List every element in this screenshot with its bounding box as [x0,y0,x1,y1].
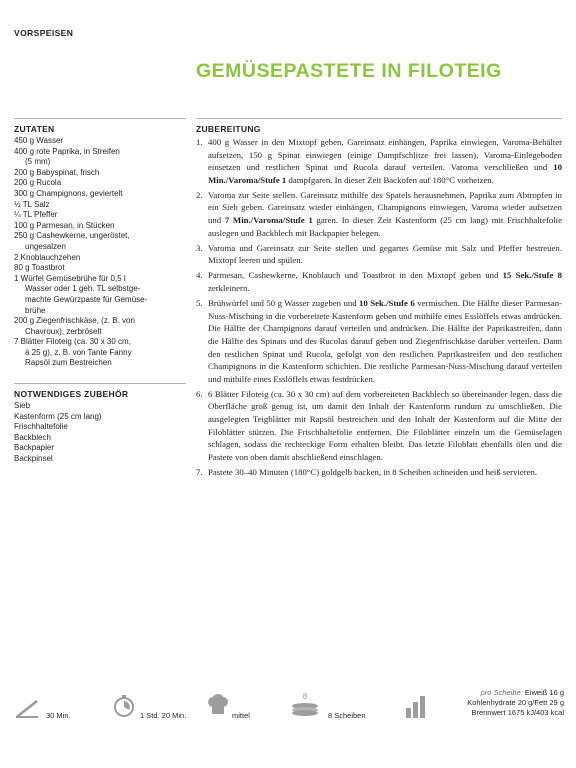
step-text-part: 400 g Wasser in den Mixtopf geben, Gareinsatz einhängen, Paprika einwiegen, Varoma-Behälter aufsetzen, 150 g Spinat einwiegen (einige Dampfschlitze frei lassen), Varoma-Einlegeboden einsetzen und restlichen Spinat und Rucola darauf verteilen. Varoma verschließen und [208,137,562,173]
ingredient-line: 450 g Wasser [14,136,64,145]
step-setting: 15 Sek./Stufe 8 [502,270,562,281]
nutrition-info [414,688,564,718]
equipment-item: Backblech [14,432,51,442]
difficulty: mittel [232,711,250,720]
step-number: 1. [196,137,203,147]
ingredient-line: Chavroux), zerbröselt [25,326,102,336]
equipment-item: Kastenform (25 cm lang) [14,411,102,421]
step-setting: 7 Min./Varoma/Stufe 1 [224,215,313,226]
left-column [14,118,186,465]
step-text [208,466,562,479]
preparation-step [196,388,562,464]
step-text [208,297,562,385]
step-text-part: 6 Blätter Filoteig (ca. 30 x 30 cm) auf dem vorbereiteten Backblech so übereinander legen, dass die Oberfläche groß genug ist, um damit den Inhalt der Kastenform rundum zu umschließen. Die ausgelegten Teigblätter mit Rapsöl bestreichen und den Inhalt der Kastenform auf die Mitte der Filoblätter stürzen. Die Frischhaltefolie entfernen. Die Filoblätter einzeln um die Gemüselagen schlagen, sodass die rechteckige Form erhalten bleibt. Das letzte Filoblatt ebenfalls ölen und die Pastete von oben damit abschließend einschlagen. [208,388,562,462]
ingredient-line: 1 Würfel Gemüsebrühe für 0,5 l [14,273,126,283]
step-text [208,189,562,239]
equipment-item: Backpinsel [14,454,53,464]
servings-number: 8 [302,692,308,701]
step-setting: 10 Min./Varoma/Stufe 1 [208,162,562,185]
equipment-list [14,401,186,465]
preparation-step [196,269,562,294]
preparation-rule [196,118,562,119]
ingredient-line: ungesalzen [25,241,66,251]
ingredient-line: 80 g Toastbrot [14,263,65,273]
ingredient-line: ½ TL Salz [14,199,50,209]
ingredients-heading: ZUTATEN [14,124,55,134]
ingredient-line: Wasser oder 1 geh. TL selbstge- [25,284,141,294]
step-text-part: vermischen. Die Hälfte dieser Parmesan-Nuss-Mischung in die vorbereitete Kastenform geben und mithilfe eines Esslöffels etwas andrücken. Die Hälfte der Champignons darauf verteilen und andrücken. Die Hälfte der Paprikastreifen, dann die Hälfte des Spinats und des Rucolas darauf geben und Ziegenfrischkäse darüber verteilen. Dann den restlichen Spinat und Rucola, gefolgt von den restlichen Paprikastreifen und den restlichen Champignons in die Kastenform schichten. Die restliche Parmesan-Nuss-Mischung darauf verteilen und mithilfe eines Esslöffels etwas festdrücken. [208,298,562,384]
ingredient-line: (5 mm) [25,157,51,167]
prep-time: 30 Min. [46,711,71,720]
step-text-part: garen. In dieser Zeit Kastenform (25 cm lang) mit Frischhaltefolie auslegen und Backblech mit Backpapier belegen. [208,215,562,238]
step-number: 7. [196,466,203,477]
ingredient-line: ¼ TL Pfeffer [14,210,58,220]
preparation-step [196,297,562,385]
step-text-part: Pastete 30–40 Minuten (180°C) goldgelb backen, in 8 Scheiben schneiden und heiß servieren. [208,466,538,477]
step-number: 5. [196,298,203,309]
recipe-title: GEMÜSEPASTETE IN FILOTEIG [196,60,502,82]
ingredient-line: machte Gewürzpaste für Gemüse- [25,294,148,304]
step-number: 6. [196,388,203,399]
ingredient-line: 2 Knoblauchzehen [14,252,81,262]
equipment-item: Sieb [14,401,31,411]
preparation-heading: ZUBEREITUNG [196,124,261,134]
ingredient-line: 7 Blätter Filoteig (ca. 30 x 30 cm, [14,337,131,347]
ingredient-line: brühe [25,305,46,315]
nutrition-per: pro Scheibe: [480,688,523,697]
ingredients-rule [14,118,186,119]
step-number: 4. [196,270,203,281]
total-time: 1 Std. 20 Min. [140,711,187,720]
chef-hat-icon [206,694,230,716]
step-setting: 10 Sek./Stufe 6 [359,298,415,309]
recipe-footer [0,688,576,728]
equipment-heading: NOTWENDIGES ZUBEHÖR [14,389,129,400]
ingredient-line: 250 g Cashewkerne, ungeröstet, [14,231,130,241]
step-text-part: Parmesan, Cashewkerne, Knoblauch und Toastbrot in den Mixtopf geben und [208,270,503,281]
step-number: 3. [196,242,203,253]
ingredient-line: 200 g Rucola [14,178,62,188]
stopwatch-icon [112,694,136,718]
ingredient-line: 100 g Parmesan, in Stücken [14,220,115,230]
preparation-step [196,466,562,479]
servings: 8 Scheiben [328,711,366,720]
step-text [208,388,562,464]
nutrition-protein: Eiweiß 16 g [524,688,564,697]
preparation-step [196,136,562,186]
ingredient-line: 200 g Babyspinat, frisch [14,167,100,177]
ingredient-line: 400 g rote Paprika, in Streifen [14,146,120,156]
step-text-part: Varoma und Gareinsatz zur Seite stellen und gegartes Gemüse mit Salz und Pfeffer bestreuen. Mixtopf leeren und spülen. [208,242,562,266]
preparation-step [196,242,562,267]
equipment-rule [14,383,186,384]
ingredient-line: Rapsöl zum Bestreichen [25,358,112,368]
step-text [208,136,562,186]
equipment-item: Frischhaltefolie [14,422,68,432]
equipment-block [14,383,186,465]
step-text [208,242,562,267]
step-text-part: dampfgaren. In dieser Zeit Backofen auf 180°C vorheizen. [286,174,494,185]
nutrition-energy: Brennwert 1675 kJ/403 kcal [471,708,564,717]
right-column [196,118,562,481]
equipment-item: Backpapier [14,443,55,453]
servings-icon [290,702,320,716]
ingredients-list [14,136,186,369]
section-label: VORSPEISEN [14,28,74,38]
preparation-step [196,189,562,239]
preparation-steps [196,136,562,478]
nutrition-carbs-fat: Kohlenhydrate 20 g/Fett 29 g [467,698,564,707]
step-text [208,269,562,294]
knife-icon [14,696,40,718]
step-text-part: zerkleinern. [208,283,250,294]
ingredient-line: 200 g Ziegenfrischkäse, (z. B. von [14,316,135,326]
step-number: 2. [196,189,203,200]
step-text-part: Brühwürfel und 50 g Wasser zugeben und [208,298,360,309]
ingredient-line: à 25 g), z. B. von Tante Fanny [25,347,132,357]
ingredient-line: 300 g Champignons, geviertelt [14,188,123,198]
step-text-part: Varoma zur Seite stellen. Gareinsatz mithilfe des Spatels herausnehmen, Paprika zum Abtropfen in ein Sieb geben. Gareinsatz wieder einhängen, Champignons einwiegen, Varoma wieder aufsetzen und [208,189,562,226]
